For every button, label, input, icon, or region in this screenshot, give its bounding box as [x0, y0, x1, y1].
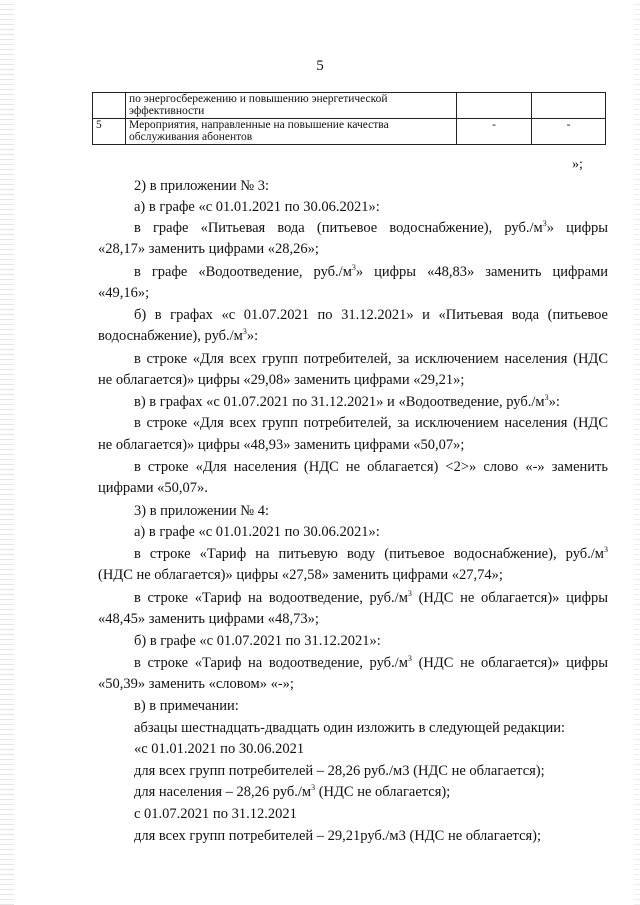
row-text-line: обслуживания абонентов	[129, 131, 253, 143]
row-text-cell	[126, 93, 457, 119]
body-line: «с 01.01.2021 по 30.06.2021	[134, 741, 305, 757]
body-line: б) в графах «с 01.07.2021 по 31.12.2021» и «Питьевая вода (питьевое	[134, 307, 608, 323]
body-line: в) в примечании:	[134, 698, 239, 714]
body-line: в графе «Питьевая вода (питьевое водоснабжение), $руб./м^3$» цифры	[134, 219, 608, 236]
body-line: цифрами «50,07».	[98, 480, 208, 496]
body-line: а) в графе «с 01.01.2021 по 30.06.2021»:	[134, 524, 380, 540]
row-text-line: по энергосбережению и повышению энергетической	[129, 93, 388, 105]
body-line: для населения – 28,26 $руб./м^3$ (НДС не облагается);	[134, 783, 451, 800]
body-line: «28,17» заменить цифрами «28,26»;	[98, 241, 319, 257]
value-cell-a: -	[457, 119, 532, 145]
body-line: а) в графе «с 01.01.2021 по 30.06.2021»:	[134, 199, 380, 215]
body-line: в строке «Тариф на водоотведение, $руб./м^3$ (НДС не облагается)» цифры	[134, 654, 608, 671]
body-line: в графе «Водоотведение, $руб./м^3$» цифры «48,83» заменить цифрами	[134, 263, 609, 280]
body-line: «50,39» заменить «словом» «-»;	[98, 676, 294, 692]
body-line: (НДС не облагается)» цифры «27,58» заменить цифрами «27,74»;	[98, 567, 503, 583]
table-fragment	[92, 92, 606, 145]
body-line: не облагается)» цифры «29,08» заменить цифрами «29,21»;	[98, 372, 465, 388]
body-line: в строке «Для населения (НДС не облагается) <2>» слово «-» заменить	[134, 459, 608, 475]
body-line: б) в графе «с 01.07.2021 по 31.12.2021»:	[134, 633, 381, 649]
body-line: для всех групп потребителей – 29,21руб./м3 (НДС не облагается);	[134, 828, 542, 844]
table-row	[93, 119, 606, 145]
row-number-cell	[93, 93, 126, 119]
body-line: в строке «Тариф на водоотведение, $руб./м^3$ (НДС не облагается)» цифры	[134, 589, 608, 606]
body-line: с 01.07.2021 по 31.12.2021	[134, 806, 297, 822]
body-line: 2) в приложении № 3:	[134, 178, 269, 194]
row-text-line: эффективности	[129, 105, 205, 117]
body-line: 3) в приложении № 4:	[134, 503, 269, 519]
body-line: для всех групп потребителей – 28,26 руб./м3 (НДС не облагается);	[134, 763, 545, 779]
body-line: «49,16»;	[98, 285, 150, 301]
scan-edge-left	[0, 0, 14, 905]
body-line: в строке «Для всех групп потребителей, за исключением населения (НДС	[134, 351, 608, 367]
body-line: в) в графах «с 01.07.2021 по 31.12.2021» и «Водоотведение, $руб./м^3$»:	[134, 393, 560, 410]
value-cell-a	[457, 93, 532, 119]
row-text-line: Мероприятия, направленные на повышение качества	[129, 119, 389, 131]
body-line: водоснабжение), $руб./м^3$»:	[98, 327, 259, 344]
row-text-cell	[126, 119, 457, 145]
value-cell-b: -	[532, 119, 606, 145]
body-line: «48,45» заменить цифрами «48,73»;	[98, 611, 319, 627]
value-cell-b	[532, 93, 606, 119]
body-line: не облагается)» цифры «48,93» заменить цифрами «50,07»;	[98, 437, 465, 453]
body-line: в строке «Для всех групп потребителей, за исключением населения (НДС	[134, 415, 608, 431]
closing-quote-mark: »;	[572, 157, 583, 172]
table-row	[93, 93, 606, 119]
row-number-cell: 5	[93, 119, 126, 145]
page-number: 5	[316, 58, 324, 74]
scan-edge-right	[634, 0, 640, 905]
body-line: абзацы шестнадцать-двадцать один изложить в следующей редакции:	[134, 720, 566, 736]
body-line: в строке «Тариф на питьевую воду (питьевое водоснабжение), $руб./м^3$	[134, 545, 608, 562]
